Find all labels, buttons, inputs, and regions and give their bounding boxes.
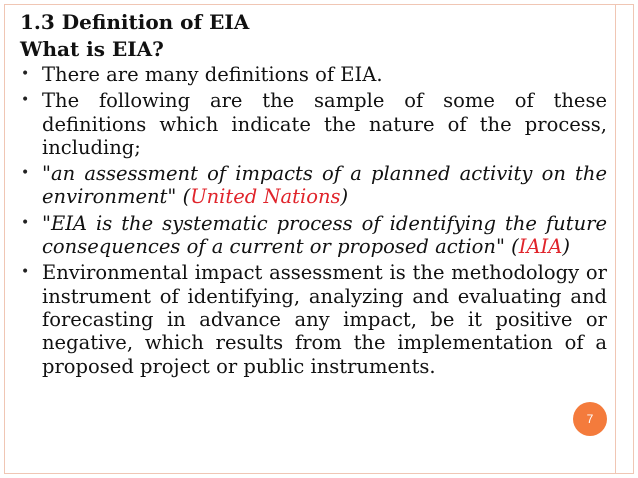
bullet-text: The following are the sample of some of these definitions which indicate the nature of the process, including; — [42, 89, 607, 159]
definition-close: ) — [340, 185, 349, 209]
definition-source: IAIA — [518, 235, 563, 259]
bullet-dot-icon: • — [21, 92, 30, 109]
list-item — [20, 212, 607, 259]
right-rail-line — [615, 4, 616, 474]
slide-content — [20, 9, 607, 381]
list-item — [20, 162, 607, 209]
page-number-badge: 7 — [573, 402, 607, 436]
definition-quote: "EIA is the systematic process of identifying the future consequences of a current or proposed action" ( — [42, 211, 607, 259]
bullet-dot-icon: • — [21, 66, 30, 82]
bullet-dot-icon: • — [21, 264, 30, 281]
section-title: 1.3 Definition of EIA — [20, 10, 250, 34]
bullet-dot-icon: • — [21, 214, 30, 231]
definition-close: ) — [562, 235, 570, 259]
list-item — [20, 63, 607, 86]
definition-list — [20, 63, 607, 378]
definition-source: United Nations — [190, 185, 341, 209]
section-question: What is EIA? — [20, 37, 164, 61]
bullet-dot-icon: • — [21, 165, 30, 182]
list-item — [20, 89, 607, 159]
definition-quote: "an assessment of impacts of a planned activity on the environment" ( — [42, 162, 607, 209]
list-item — [20, 261, 607, 377]
bullet-text: There are many definitions of EIA. — [42, 63, 383, 86]
bullet-text: Environmental impact assessment is the methodology or instrument of identifying, analyzing and evaluating and forecasting in advance any impact, be it positive or negative, which results from the implementation of a proposed project or public instruments. — [42, 261, 607, 378]
